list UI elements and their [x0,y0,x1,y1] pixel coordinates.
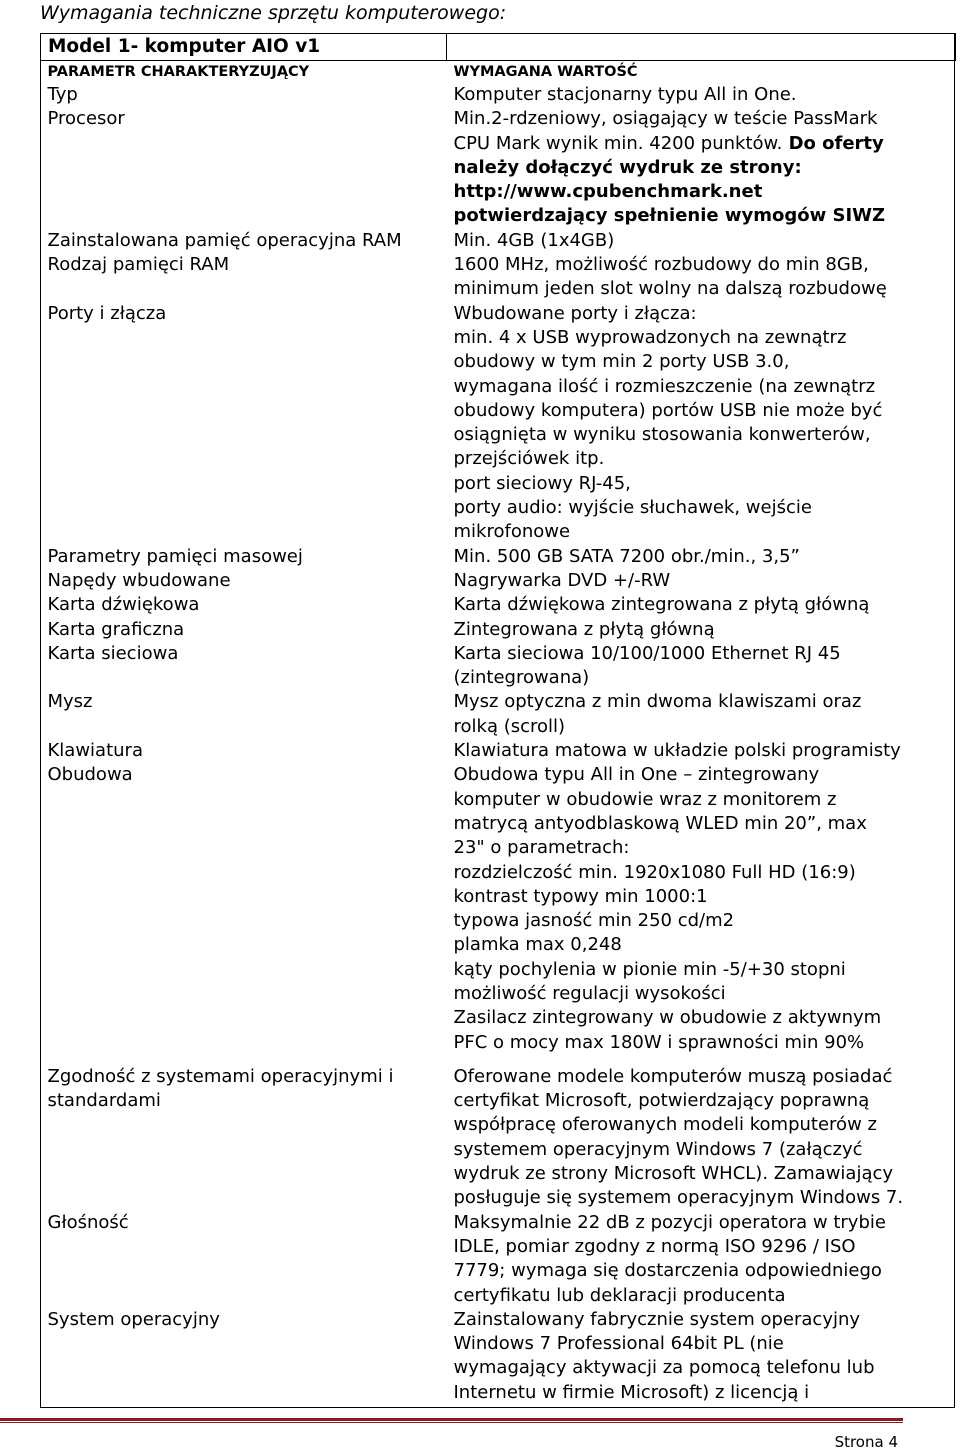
value-text: plamka max 0,248 [453,934,622,956]
value-cell [447,302,956,545]
value-cell [447,229,956,253]
value-text: Karta sieciowa 10/100/1000 Ethernet RJ 45 [453,642,841,664]
param-cell [41,618,447,642]
value-text: Min. 500 GB SATA 7200 obr./min., 3,5” [453,545,800,567]
param-text: Procesor [47,108,125,130]
value-text: Obudowa typu All in One – zintegrowany [453,764,820,786]
param-cell [41,569,447,593]
value-text: wymagana ilość i rozmieszczenie (na zewnątrz [453,375,876,397]
model-title: Model 1- komputer AIO v1 [41,34,447,61]
table-row [41,229,956,253]
table-row [41,763,956,1055]
value-text: Klawiatura matowa w układzie polski programisty [453,740,901,762]
value-text: obudowy komputera) portów USB nie może być [453,399,883,421]
table-row [41,569,956,593]
value-text: IDLE, pomiar zgodny z normą ISO 9296 / ISO [453,1235,856,1257]
param-cell [41,642,447,691]
value-text: 1600 MHz, możliwość rozbudowy do min 8GB, [453,254,869,276]
header-value: WYMAGANA WARTOŚĆ [453,64,638,80]
value-text: Internetu w firmie Microsoft) z licencją i [453,1381,810,1403]
value-text: należy dołączyć wydruk ze strony: [453,156,802,178]
param-cell [41,83,447,107]
value-text: PFC o mocy max 180W i sprawności min 90% [453,1031,865,1053]
value-cell [447,1211,956,1308]
value-text: Zasilacz zintegrowany w obudowie z aktywnym [453,1007,882,1029]
spec-table [40,33,956,1405]
table-row [41,1308,956,1405]
table-row [41,642,956,691]
value-text: port sieciowy RJ-45, [453,472,631,494]
param-text: Porty i złącza [47,302,167,324]
value-text: systemem operacyjnym Windows 7 (załączyć [453,1138,863,1160]
param-text: Napędy wbudowane [47,569,231,591]
param-text: Mysz [47,691,93,713]
param-text: Parametry pamięci masowej [47,545,303,567]
value-text: rolką (scroll) [453,715,566,737]
table-row [41,545,956,569]
table-row [41,253,956,302]
value-text [454,132,956,156]
value-text: mikrofonowe [453,521,571,543]
value-text: min. 4 x USB wyprowadzonych na zewnątrz [453,326,847,348]
value-cell [447,642,956,691]
param-cell [41,1065,447,1211]
value-cell [447,593,956,617]
model-title-row [41,34,956,61]
value-text: Min.2-rdzeniowy, osiągający w teście PassMark [453,108,878,130]
value-text: Maksymalnie 22 dB z pozycji operatora w trybie [453,1211,886,1233]
value-text: wymagający aktywacji za pomocą telefonu lub [453,1357,875,1379]
value-text-bold: Do oferty [782,132,884,154]
param-text: System operacyjny [47,1308,220,1330]
param-text: Karta sieciowa [47,642,179,664]
param-text: Zainstalowana pamięć operacyjna RAM [47,229,402,251]
table-row [41,107,956,228]
value-text: kąty pochylenia w pionie min -5/+30 stopni [453,958,846,980]
header-row [41,61,956,84]
value-cell [447,1308,956,1405]
value-text: certyfikatu lub deklaracji producenta [453,1284,786,1306]
param-cell [41,1211,447,1308]
value-text: Windows 7 Professional 64bit PL (nie [453,1333,784,1355]
value-text: (zintegrowana) [453,667,590,689]
param-text: Karta graficzna [47,618,185,640]
value-cell [447,253,956,302]
param-cell [41,763,447,1055]
value-text: minimum jeden slot wolny na dalszą rozbudowę [453,278,887,300]
table-row [41,83,956,107]
table-row [41,593,956,617]
param-cell [41,302,447,545]
param-cell [41,545,447,569]
value-text: rozdzielczość min. 1920x1080 Full HD (16:9) [453,861,856,883]
value-text: Nagrywarka DVD +/-RW [453,569,671,591]
table-row [41,1211,956,1308]
value-text: Zainstalowany fabrycznie system operacyjny [453,1308,861,1330]
value-cell [447,763,956,1055]
value-text: Wbudowane porty i złącza: [453,302,697,324]
value-text: współpracę oferowanych modeli komputerów z [453,1114,877,1136]
value-cell [447,83,956,107]
param-text: Obudowa [47,764,133,786]
document-heading: Wymagania techniczne sprzętu komputerowego: [40,2,507,24]
value-text: kontrast typowy min 1000:1 [453,885,708,907]
param-cell [41,107,447,228]
value-cell [447,690,956,739]
value-text: obudowy w tym min 2 porty USB 3.0, [453,351,790,373]
param-text: Rodzaj pamięci RAM [47,254,230,276]
param-text: Klawiatura [47,740,143,762]
value-text: wydruk ze strony Microsoft WHCL). Zamawiający [453,1163,894,1185]
value-text: 7779; wymaga się dostarczenia odpowiedniego [453,1260,882,1282]
header-param: PARAMETR CHARAKTERYZUJĄCY [47,64,310,80]
value-text: przejściówek itp. [453,448,605,470]
param-cell [41,1308,447,1405]
param-text: Zgodność z systemami operacyjnymi i [47,1065,394,1087]
param-cell [41,739,447,763]
value-text: możliwość regulacji wysokości [453,982,726,1004]
value-text: Karta dźwiękowa zintegrowana z płytą główną [453,594,870,616]
value-cell [447,569,956,593]
value-text: porty audio: wyjście słuchawek, wejście [453,497,812,519]
table-row [41,690,956,739]
param-text: Typ [47,84,78,105]
value-text: Komputer stacjonarny typu All in One. [453,84,797,105]
param-cell [41,229,447,253]
footer-rule [0,1418,903,1421]
value-text: Min. 4GB (1x4GB) [453,229,615,251]
value-text: http://www.cpubenchmark.net [453,181,763,203]
value-text: posługuje się systemem operacyjnym Windows 7. [453,1187,904,1209]
table-row [41,302,956,545]
page-number: Strona 4 [834,1433,898,1451]
footer-rule-thin [0,1422,903,1423]
value-cell [447,1065,956,1211]
value-text: potwierdzający spełnienie wymogów SIWZ [453,205,886,227]
value-text: matrycą antyodblaskową WLED min 20”, max [453,812,867,834]
value-text: Zintegrowana z płytą główną [453,618,715,640]
value-text: osiągnięta w wyniku stosowania konwerterów, [453,424,871,446]
value-cell [447,739,956,763]
value-text: 23" o parametrach: [453,837,630,859]
value-text: typowa jasność min 250 cd/m2 [453,910,735,932]
param-cell [41,690,447,739]
value-text: komputer w obudowie wraz z monitorem z [453,788,837,810]
table-row [41,1065,956,1211]
param-text: Karta dźwiękowa [47,594,200,616]
row-gap [41,1055,956,1065]
model-title-empty [447,34,956,61]
value-cell [447,545,956,569]
value-text-part: CPU Mark wynik min. 4200 punktów. [453,132,783,154]
value-text: Mysz optyczna z min dwoma klawiszami oraz [453,691,862,713]
table-row [41,618,956,642]
param-cell [41,593,447,617]
value-text: certyfikat Microsoft, potwierdzający poprawną [453,1090,870,1112]
param-text: standardami [47,1090,161,1112]
table-row [41,739,956,763]
param-cell [41,253,447,302]
param-text: Głośność [47,1211,129,1233]
value-cell [447,107,956,228]
value-text: Oferowane modele komputerów muszą posiadać [453,1065,893,1087]
value-cell [447,618,956,642]
